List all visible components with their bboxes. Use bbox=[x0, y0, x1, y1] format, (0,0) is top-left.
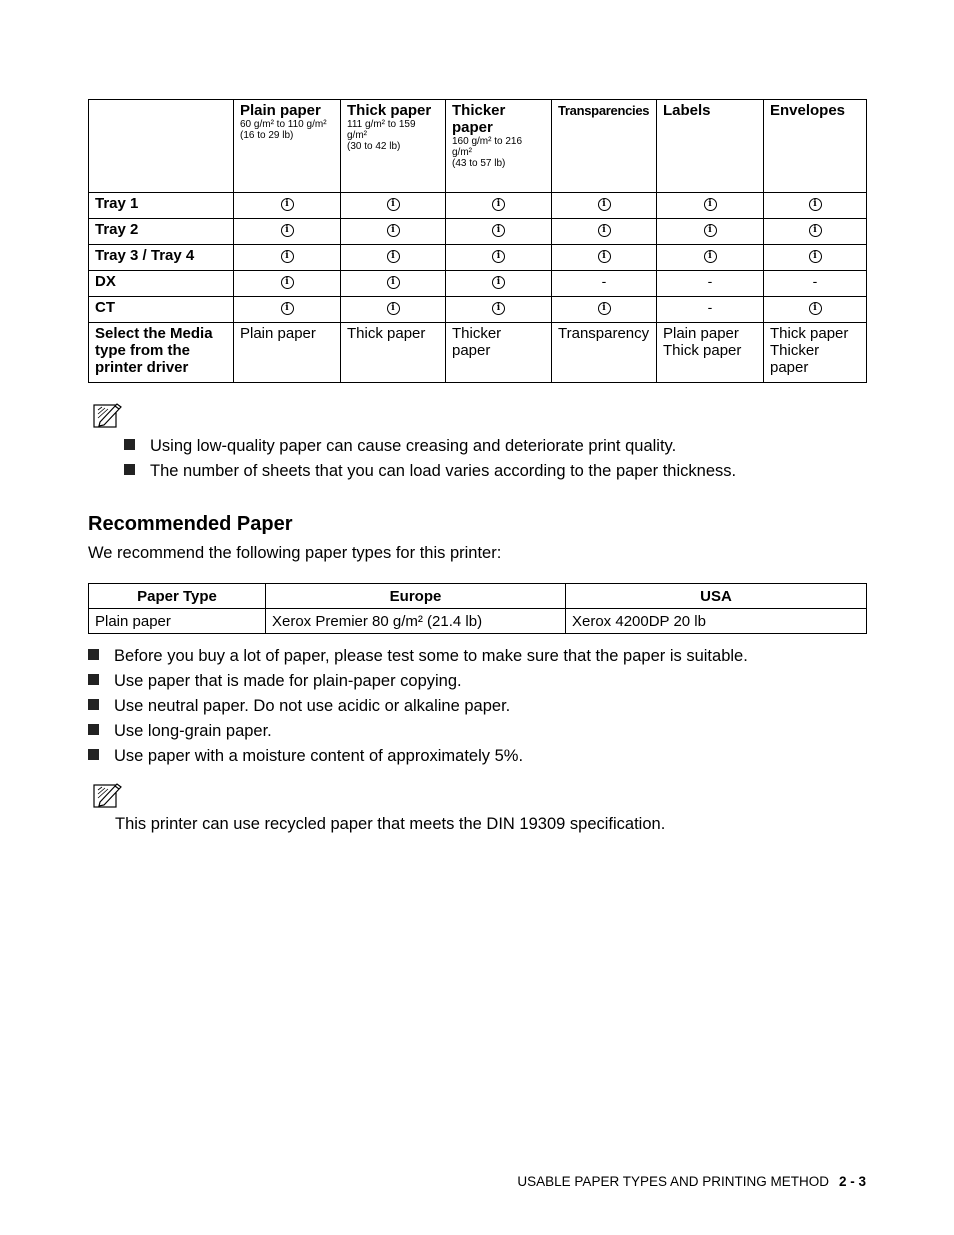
row-label: Tray 2 bbox=[89, 219, 234, 245]
info-circle-icon: i bbox=[598, 224, 611, 237]
table-row bbox=[89, 219, 867, 245]
cell-europe: Xerox Premier 80 g/m² (21.4 lb) bbox=[266, 609, 566, 634]
driver-cell: Plain paper Thick paper bbox=[657, 323, 764, 383]
supported-cell bbox=[341, 193, 446, 219]
info-circle-icon: i bbox=[492, 250, 505, 263]
info-circle-icon: i bbox=[387, 302, 400, 315]
note-bullet: The number of sheets that you can load varies according to the paper thickness. bbox=[124, 461, 736, 481]
info-circle-icon: i bbox=[598, 250, 611, 263]
header-envelopes: Envelopes bbox=[764, 100, 867, 193]
section-intro: We recommend the following paper types for this printer: bbox=[88, 544, 502, 562]
info-circle-icon: i bbox=[704, 198, 717, 211]
driver-cell: Thick paper bbox=[341, 323, 446, 383]
supported-cell bbox=[552, 245, 657, 271]
supported-cell bbox=[764, 297, 867, 323]
header-thick-paper: Thick paper 111 g/m² to 159 g/m² (30 to 42 lb) bbox=[341, 100, 446, 193]
header-usa: USA bbox=[566, 584, 867, 609]
supported-cell bbox=[552, 193, 657, 219]
square-bullet-icon bbox=[88, 699, 99, 710]
supported-cell bbox=[446, 245, 552, 271]
table-row bbox=[89, 271, 867, 297]
square-bullet-icon bbox=[88, 649, 99, 660]
header-transparencies: Transparencies bbox=[552, 100, 657, 193]
header-labels: Labels bbox=[657, 100, 764, 193]
cell-paper-type: Plain paper bbox=[89, 609, 266, 634]
supported-cell bbox=[341, 219, 446, 245]
supported-cell bbox=[341, 297, 446, 323]
recommended-paper-table bbox=[88, 583, 867, 634]
row-label: DX bbox=[89, 271, 234, 297]
supported-cell bbox=[234, 297, 341, 323]
media-compatibility-table bbox=[88, 99, 867, 383]
info-circle-icon: i bbox=[387, 224, 400, 237]
supported-cell bbox=[234, 219, 341, 245]
table-row bbox=[89, 193, 867, 219]
table-row bbox=[89, 245, 867, 271]
row-label: Tray 1 bbox=[89, 193, 234, 219]
table-row bbox=[89, 297, 867, 323]
row-label: CT bbox=[89, 297, 234, 323]
note-pencil-icon bbox=[93, 782, 123, 808]
supported-cell bbox=[764, 245, 867, 271]
info-circle-icon: i bbox=[387, 250, 400, 263]
footer-section-title: USABLE PAPER TYPES AND PRINTING METHOD bbox=[517, 1174, 829, 1189]
info-circle-icon: i bbox=[387, 198, 400, 211]
square-bullet-icon bbox=[124, 464, 135, 475]
table-row bbox=[89, 609, 867, 634]
rec-table-header-row bbox=[89, 584, 867, 609]
driver-cell: Plain paper bbox=[234, 323, 341, 383]
cell-usa: Xerox 4200DP 20 lb bbox=[566, 609, 867, 634]
info-circle-icon: i bbox=[281, 302, 294, 315]
info-circle-icon: i bbox=[809, 302, 822, 315]
info-circle-icon: i bbox=[281, 276, 294, 289]
row-label: Tray 3 / Tray 4 bbox=[89, 245, 234, 271]
supported-cell bbox=[446, 193, 552, 219]
supported-cell bbox=[552, 297, 657, 323]
square-bullet-icon bbox=[88, 749, 99, 760]
info-circle-icon: i bbox=[281, 224, 294, 237]
info-circle-icon: i bbox=[492, 224, 505, 237]
media-table-header-row bbox=[89, 100, 867, 193]
square-bullet-icon bbox=[88, 724, 99, 735]
supported-cell bbox=[657, 219, 764, 245]
driver-cell: Thick paper Thicker paper bbox=[764, 323, 867, 383]
info-circle-icon: i bbox=[809, 198, 822, 211]
info-circle-icon: i bbox=[492, 276, 505, 289]
note-bullet: Using low-quality paper can cause creasing and deteriorate print quality. bbox=[124, 436, 676, 456]
supported-cell bbox=[234, 193, 341, 219]
supported-cell bbox=[764, 219, 867, 245]
info-circle-icon: i bbox=[704, 250, 717, 263]
supported-cell bbox=[341, 271, 446, 297]
header-cell-empty bbox=[89, 100, 234, 193]
list-item: Before you buy a lot of paper, please test some to make sure that the paper is suitable. bbox=[88, 646, 748, 666]
supported-cell bbox=[234, 271, 341, 297]
driver-cell: Transparency bbox=[552, 323, 657, 383]
unsupported-cell: - bbox=[552, 271, 657, 297]
supported-cell bbox=[446, 271, 552, 297]
supported-cell bbox=[234, 245, 341, 271]
unsupported-cell: - bbox=[764, 271, 867, 297]
driver-cell: Thicker paper bbox=[446, 323, 552, 383]
unsupported-cell: - bbox=[657, 297, 764, 323]
header-plain-paper: Plain paper 60 g/m² to 110 g/m² (16 to 29 lb) bbox=[234, 100, 341, 193]
page-number: 2 - 3 bbox=[838, 1174, 866, 1189]
note-pencil-icon bbox=[93, 402, 123, 428]
page-footer bbox=[517, 1174, 866, 1190]
header-thicker-paper: Thicker paper 160 g/m² to 216 g/m² (43 to 57 lb) bbox=[446, 100, 552, 193]
info-circle-icon: i bbox=[598, 198, 611, 211]
unsupported-cell: - bbox=[657, 271, 764, 297]
supported-cell bbox=[657, 245, 764, 271]
list-item: Use long-grain paper. bbox=[88, 721, 272, 741]
square-bullet-icon bbox=[88, 674, 99, 685]
info-circle-icon: i bbox=[809, 250, 822, 263]
header-paper-type: Paper Type bbox=[89, 584, 266, 609]
note-text: This printer can use recycled paper that meets the DIN 19309 specification. bbox=[115, 815, 666, 833]
section-heading: Recommended Paper bbox=[88, 513, 293, 535]
info-circle-icon: i bbox=[492, 198, 505, 211]
info-circle-icon: i bbox=[598, 302, 611, 315]
list-item: Use neutral paper. Do not use acidic or alkaline paper. bbox=[88, 696, 510, 716]
list-item: Use paper with a moisture content of approximately 5%. bbox=[88, 746, 523, 766]
row-label-select-media: Select the Media type from the printer driver bbox=[89, 323, 234, 383]
supported-cell bbox=[764, 193, 867, 219]
info-circle-icon: i bbox=[704, 224, 717, 237]
info-circle-icon: i bbox=[809, 224, 822, 237]
supported-cell bbox=[657, 193, 764, 219]
square-bullet-icon bbox=[124, 439, 135, 450]
info-circle-icon: i bbox=[387, 276, 400, 289]
list-item: Use paper that is made for plain-paper copying. bbox=[88, 671, 462, 691]
info-circle-icon: i bbox=[281, 250, 294, 263]
media-type-driver-row bbox=[89, 323, 867, 383]
info-circle-icon: i bbox=[492, 302, 505, 315]
supported-cell bbox=[341, 245, 446, 271]
supported-cell bbox=[446, 219, 552, 245]
supported-cell bbox=[446, 297, 552, 323]
supported-cell bbox=[552, 219, 657, 245]
header-europe: Europe bbox=[266, 584, 566, 609]
info-circle-icon: i bbox=[281, 198, 294, 211]
